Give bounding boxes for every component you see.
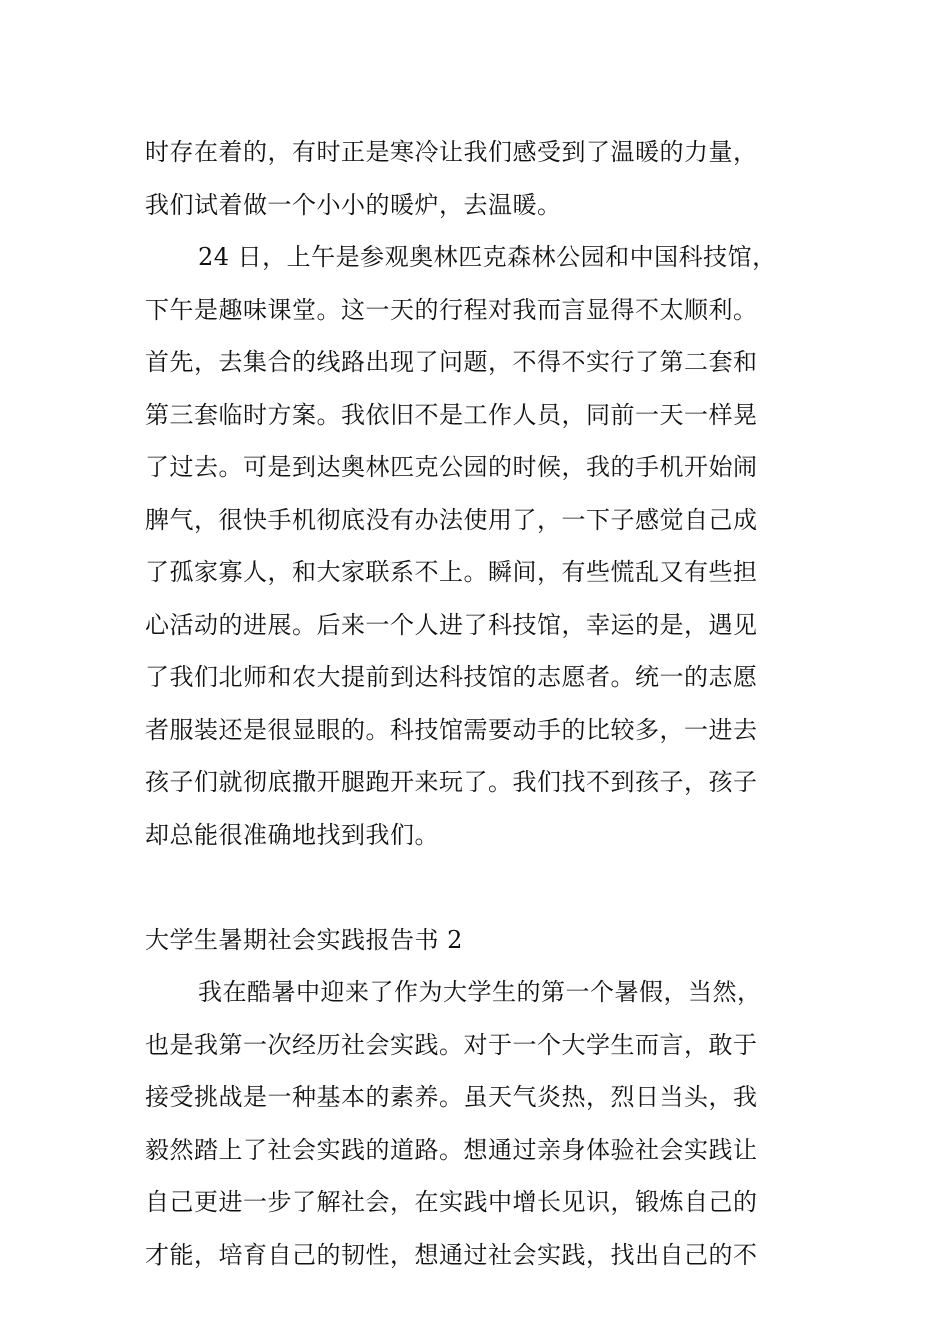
paragraph-line: 接受挑战是一种基本的素养。虽天气炎热，烈日当头，我 xyxy=(145,1083,758,1111)
paragraph-line: 脾气，很快手机彻底没有办法使用了，一下子感觉自己成 xyxy=(145,505,758,534)
document-body xyxy=(145,126,810,1281)
section-heading: 大学生暑期社会实践报告书 2 xyxy=(145,925,463,954)
paragraph-line: 我们试着做一个小小的暖炉，去温暖。 xyxy=(145,190,562,219)
paragraph-line: 下午是趣味课堂。这一天的行程对我而言显得不太顺利。 xyxy=(145,295,758,324)
paragraph-line: 第三套临时方案。我依旧不是工作人员，同前一天一样晃 xyxy=(145,400,758,429)
paragraph-line: 却总能很准确地找到我们。 xyxy=(145,820,439,849)
paragraph-line: 者服装还是很显眼的。科技馆需要动手的比较多，一进去 xyxy=(145,715,758,744)
paragraph-first-line: 我在酷暑中迎来了作为大学生的第一个暑假，当然， xyxy=(198,978,762,1006)
paragraph-line: 心活动的进展。后来一个人进了科技馆，幸运的是，遇见 xyxy=(145,610,758,639)
paragraph-line: 孩子们就彻底撒开腿跑开来玩了。我们找不到孩子，孩子 xyxy=(145,768,758,796)
paragraph-line: 了我们北师和农大提前到达科技馆的志愿者。统一的志愿 xyxy=(145,663,758,691)
section-gap xyxy=(145,861,810,914)
paragraph-line: 也是我第一次经历社会实践。对于一个大学生而言，敢于 xyxy=(145,1030,758,1059)
paragraph-line: 了孤家寡人，和大家联系不上。瞬间，有些慌乱又有些担 xyxy=(145,558,758,586)
paragraph-line: 了过去。可是到达奥林匹克公园的时候，我的手机开始闹 xyxy=(145,453,758,481)
paragraph-first-line: 24 日，上午是参观奥林匹克森林公园和中国科技馆， xyxy=(198,243,777,271)
paragraph-line: 毅然踏上了社会实践的道路。想通过亲身体验社会实践让 xyxy=(145,1135,758,1164)
paragraph-line: 自己更进一步了解社会，在实践中增长见识，锻炼自己的 xyxy=(145,1188,758,1216)
paragraph-line: 时存在着的，有时正是寒冷让我们感受到了温暖的力量， xyxy=(145,138,758,166)
paragraph-line: 首先，去集合的线路出现了问题，不得不实行了第二套和 xyxy=(145,348,758,376)
paragraph-line: 才能，培育自己的韧性，想通过社会实践，找出自己的不 xyxy=(145,1240,758,1269)
